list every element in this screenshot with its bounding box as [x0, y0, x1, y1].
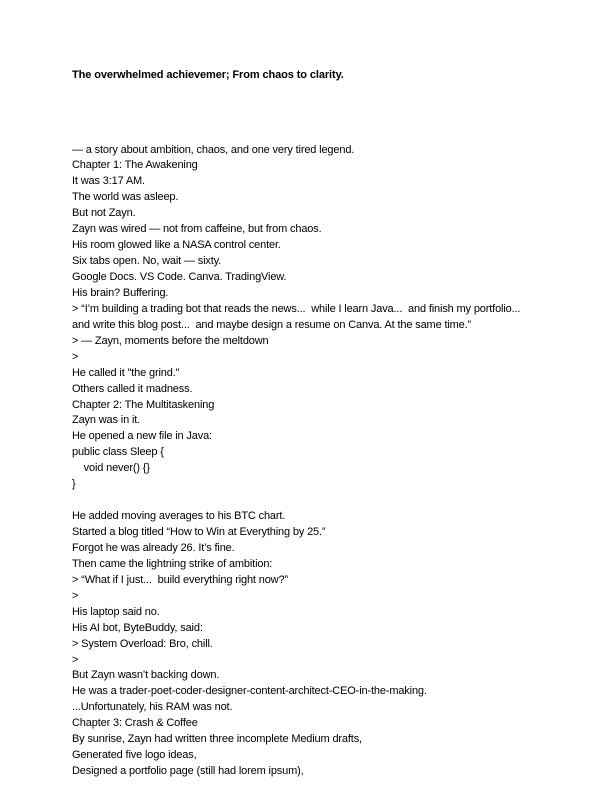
quote-line: > System Overload: Bro, chill.: [72, 637, 213, 650]
document-title: The overwhelmed achievemer; From chaos to clarity.: [72, 69, 344, 81]
blank-line: [72, 493, 542, 509]
text-line: His brain? Buffering.: [72, 286, 169, 299]
subtitle-line: — a story about ambition, chaos, and one very tired legend.: [72, 143, 355, 156]
text-line: Google Docs. VS Code. Canva. TradingView.: [72, 271, 287, 283]
text-line: Six tabs open. No, wait — sixty.: [72, 255, 222, 268]
chapter-1-heading: Chapter 1: The Awakening: [72, 159, 198, 172]
text-line: He added moving averages to his BTC chart.: [72, 510, 286, 523]
document-body: [72, 143, 542, 781]
text-line: Zayn was in it.: [72, 414, 141, 427]
text-line: His laptop said no.: [72, 605, 160, 618]
text-line: ...Unfortunately, his RAM was not.: [72, 701, 233, 714]
text-line: He called it "the grind.": [72, 366, 180, 379]
text-line: Designed a portfolio page (still had lorem ipsum),: [72, 765, 304, 778]
quote-marker: >: [72, 653, 79, 666]
code-line: public class Sleep {: [72, 446, 164, 459]
quote-line: > “I’m building a trading bot that reads the news... while I learn Java... and finish my portfolio...: [72, 302, 521, 315]
text-line: He was a trader-poet-coder-designer-content-architect-CEO-in-the-making.: [72, 685, 427, 698]
code-line: }: [72, 478, 76, 491]
quote-marker: >: [72, 350, 79, 363]
text-line: By sunrise, Zayn had written three incomplete Medium drafts,: [72, 733, 362, 746]
text-line: But Zayn wasn’t backing down.: [72, 669, 220, 682]
chapter-2-heading: Chapter 2: The Multitaskening: [72, 398, 215, 411]
text-line: Others called it madness.: [72, 382, 193, 395]
text-line: His AI bot, ByteBuddy, said:: [72, 621, 203, 634]
text-line: Generated five logo ideas,: [72, 749, 197, 762]
text-line: Then came the lightning strike of ambition:: [72, 557, 273, 570]
quote-line: > “What if I just... build everything right now?”: [72, 573, 288, 586]
text-line: Zayn was wired — not from caffeine, but from chaos.: [72, 223, 322, 236]
text-line: But not Zayn.: [72, 207, 136, 220]
quote-attribution: > — Zayn, moments before the meltdown: [72, 334, 269, 347]
text-line: It was 3:17 AM.: [72, 175, 145, 188]
text-line: He opened a new file in Java:: [72, 430, 212, 443]
chapter-3-heading: Chapter 3: Crash & Coffee: [72, 717, 198, 730]
text-line: Forgot he was already 26. It’s fine.: [72, 541, 235, 554]
quote-line: and write this blog post... and maybe design a resume on Canva. At the same time.”: [72, 318, 472, 331]
code-line: void never() {}: [72, 462, 150, 475]
text-line: The world was asleep.: [72, 191, 179, 204]
quote-marker: >: [72, 589, 79, 602]
text-line: Started a blog titled “How to Win at Everything by 25.”: [72, 526, 326, 538]
text-line: His room glowed like a NASA control center.: [72, 239, 281, 252]
